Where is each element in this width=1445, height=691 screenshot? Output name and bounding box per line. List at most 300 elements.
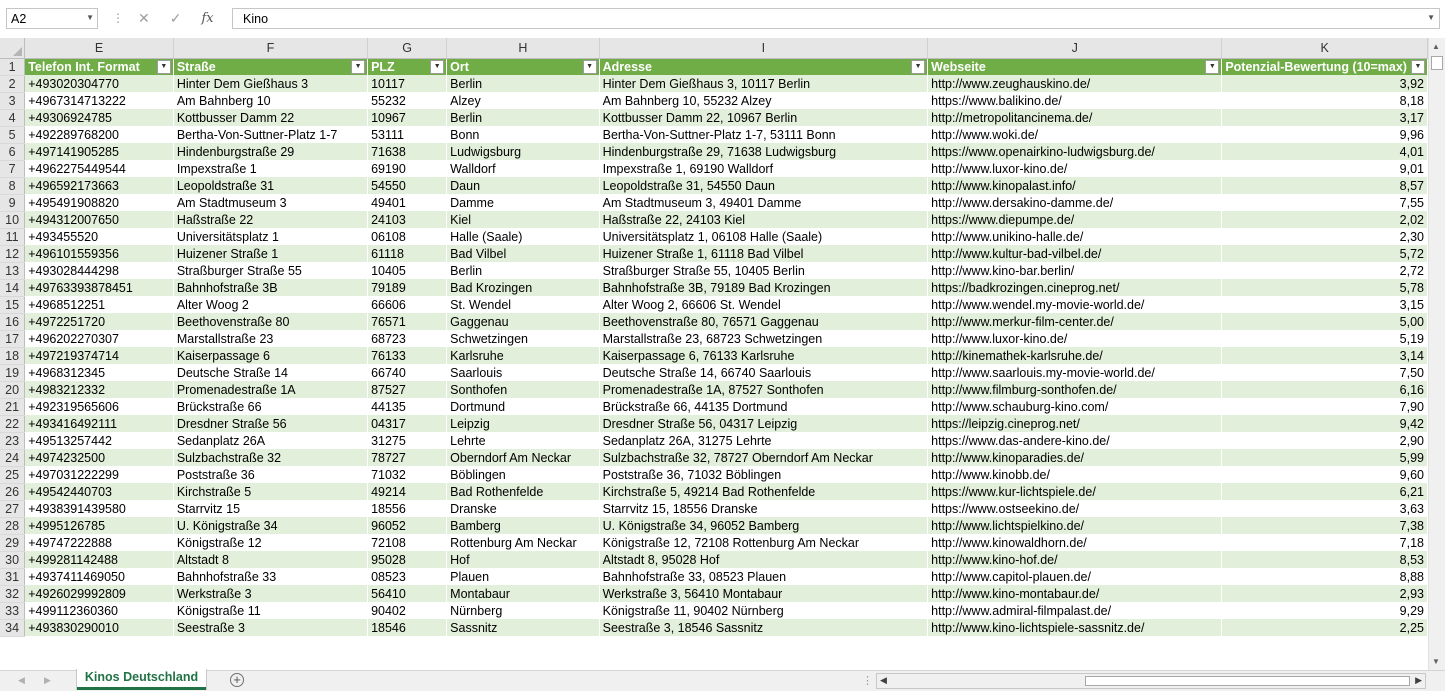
cell-ort[interactable]: Ludwigsburg — [447, 143, 599, 160]
cell-bewertung[interactable]: 3,63 — [1222, 500, 1428, 517]
cell-telefon[interactable]: +496101559356 — [25, 245, 174, 262]
cell-bewertung[interactable]: 2,30 — [1222, 228, 1428, 245]
header-cell-strasse[interactable] — [173, 58, 367, 75]
cell-adresse[interactable]: Straßburger Straße 55, 10405 Berlin — [599, 262, 928, 279]
row-header[interactable]: 10 — [0, 211, 25, 228]
cell-ort[interactable]: Bad Rothenfelde — [447, 483, 599, 500]
row-header[interactable]: 12 — [0, 245, 25, 262]
cell-adresse[interactable]: Seestraße 3, 18546 Sassnitz — [599, 619, 928, 636]
cell-bewertung[interactable]: 2,25 — [1222, 619, 1428, 636]
cell-ort[interactable]: Böblingen — [447, 466, 599, 483]
cell-ort[interactable]: Halle (Saale) — [447, 228, 599, 245]
cell-adresse[interactable]: Haßstraße 22, 24103 Kiel — [599, 211, 928, 228]
chevron-down-icon[interactable]: ▼ — [86, 13, 94, 22]
cell-adresse[interactable]: Am Stadtmuseum 3, 49401 Damme — [599, 194, 928, 211]
cell-plz[interactable]: 68723 — [368, 330, 447, 347]
filter-dropdown-icon[interactable]: ▼ — [1205, 60, 1219, 74]
add-sheet-icon[interactable]: + — [230, 673, 244, 687]
cell-bewertung[interactable]: 9,29 — [1222, 602, 1428, 619]
cell-ort[interactable]: Alzey — [447, 92, 599, 109]
row-header[interactable]: 30 — [0, 551, 25, 568]
cell-webseite[interactable]: http://www.capitol-plauen.de/ — [928, 568, 1222, 585]
cell-ort[interactable]: Berlin — [447, 262, 599, 279]
cell-webseite[interactable]: https://www.openairkino-ludwigsburg.de/ — [928, 143, 1222, 160]
cell-plz[interactable]: 69190 — [368, 160, 447, 177]
cell-plz[interactable]: 87527 — [368, 381, 447, 398]
cell-adresse[interactable]: Kirchstraße 5, 49214 Bad Rothenfelde — [599, 483, 928, 500]
row-header[interactable]: 2 — [0, 75, 25, 92]
row-header[interactable]: 1 — [0, 58, 25, 75]
column-header-K[interactable]: K — [1222, 38, 1428, 58]
header-cell-telefon[interactable] — [25, 58, 174, 75]
cell-bewertung[interactable]: 2,90 — [1222, 432, 1428, 449]
cell-strasse[interactable]: Huizener Straße 1 — [173, 245, 367, 262]
cell-plz[interactable]: 76133 — [368, 347, 447, 364]
next-sheet-icon[interactable]: ▶ — [44, 675, 51, 685]
cell-bewertung[interactable]: 8,53 — [1222, 551, 1428, 568]
cell-plz[interactable]: 79189 — [368, 279, 447, 296]
cell-ort[interactable]: Damme — [447, 194, 599, 211]
row-header[interactable]: 15 — [0, 296, 25, 313]
cell-bewertung[interactable]: 7,38 — [1222, 517, 1428, 534]
cell-telefon[interactable]: +497141905285 — [25, 143, 174, 160]
cell-strasse[interactable]: U. Königstraße 34 — [173, 517, 367, 534]
row-header[interactable]: 20 — [0, 381, 25, 398]
cell-ort[interactable]: Hof — [447, 551, 599, 568]
cell-webseite[interactable]: http://www.kino-lichtspiele-sassnitz.de/ — [928, 619, 1222, 636]
cell-plz[interactable]: 71032 — [368, 466, 447, 483]
cell-strasse[interactable]: Universitätsplatz 1 — [173, 228, 367, 245]
cell-bewertung[interactable]: 5,00 — [1222, 313, 1428, 330]
cell-plz[interactable]: 71638 — [368, 143, 447, 160]
cell-plz[interactable]: 10967 — [368, 109, 447, 126]
cell-strasse[interactable]: Straßburger Straße 55 — [173, 262, 367, 279]
cell-plz[interactable]: 44135 — [368, 398, 447, 415]
cell-adresse[interactable]: Marstallstraße 23, 68723 Schwetzingen — [599, 330, 928, 347]
cell-plz[interactable]: 61118 — [368, 245, 447, 262]
cell-strasse[interactable]: Bertha-Von-Suttner-Platz 1-7 — [173, 126, 367, 143]
cell-plz[interactable]: 56410 — [368, 585, 447, 602]
cell-plz[interactable]: 18556 — [368, 500, 447, 517]
cell-webseite[interactable]: http://www.kinowaldhorn.de/ — [928, 534, 1222, 551]
cell-adresse[interactable]: U. Königstraße 34, 96052 Bamberg — [599, 517, 928, 534]
cell-bewertung[interactable]: 9,60 — [1222, 466, 1428, 483]
cell-bewertung[interactable]: 9,42 — [1222, 415, 1428, 432]
cell-bewertung[interactable]: 8,88 — [1222, 568, 1428, 585]
vertical-scrollbar[interactable] — [1428, 38, 1445, 670]
cell-plz[interactable]: 04317 — [368, 415, 447, 432]
cell-telefon[interactable]: +496202270307 — [25, 330, 174, 347]
column-header-J[interactable]: J — [928, 38, 1222, 58]
cell-strasse[interactable]: Alter Woog 2 — [173, 296, 367, 313]
cell-ort[interactable]: Plauen — [447, 568, 599, 585]
cell-plz[interactable]: 10405 — [368, 262, 447, 279]
enter-icon[interactable]: ✓ — [169, 10, 182, 26]
row-header[interactable]: 27 — [0, 500, 25, 517]
header-cell-adresse[interactable] — [599, 58, 928, 75]
cell-bewertung[interactable]: 9,96 — [1222, 126, 1428, 143]
cell-strasse[interactable]: Promenadestraße 1A — [173, 381, 367, 398]
cell-bewertung[interactable]: 7,18 — [1222, 534, 1428, 551]
cell-adresse[interactable]: Kaiserpassage 6, 76133 Karlsruhe — [599, 347, 928, 364]
cell-adresse[interactable]: Dresdner Straße 56, 04317 Leipzig — [599, 415, 928, 432]
cell-adresse[interactable]: Hinter Dem Gießhaus 3, 10117 Berlin — [599, 75, 928, 92]
cell-adresse[interactable]: Bahnhofstraße 33, 08523 Plauen — [599, 568, 928, 585]
grip-icon[interactable]: ⋮ — [112, 11, 125, 25]
row-header[interactable]: 23 — [0, 432, 25, 449]
cell-adresse[interactable]: Bertha-Von-Suttner-Platz 1-7, 53111 Bonn — [599, 126, 928, 143]
cell-adresse[interactable]: Poststraße 36, 71032 Böblingen — [599, 466, 928, 483]
cell-strasse[interactable]: Werkstraße 3 — [173, 585, 367, 602]
cell-telefon[interactable]: +49513257442 — [25, 432, 174, 449]
cell-plz[interactable]: 96052 — [368, 517, 447, 534]
cell-bewertung[interactable]: 6,21 — [1222, 483, 1428, 500]
cell-bewertung[interactable]: 5,99 — [1222, 449, 1428, 466]
cell-adresse[interactable]: Universitätsplatz 1, 06108 Halle (Saale) — [599, 228, 928, 245]
horizontal-scrollbar[interactable] — [876, 673, 1426, 689]
cell-telefon[interactable]: +49542440703 — [25, 483, 174, 500]
cell-strasse[interactable]: Am Bahnberg 10 — [173, 92, 367, 109]
cell-plz[interactable]: 72108 — [368, 534, 447, 551]
row-header[interactable]: 17 — [0, 330, 25, 347]
cell-strasse[interactable]: Leopoldstraße 31 — [173, 177, 367, 194]
cell-ort[interactable]: Gaggenau — [447, 313, 599, 330]
cell-adresse[interactable]: Promenadestraße 1A, 87527 Sonthofen — [599, 381, 928, 398]
row-header[interactable]: 28 — [0, 517, 25, 534]
cell-telefon[interactable]: +496592173663 — [25, 177, 174, 194]
cell-plz[interactable]: 66740 — [368, 364, 447, 381]
row-header[interactable]: 7 — [0, 160, 25, 177]
cell-webseite[interactable]: http://www.filmburg-sonthofen.de/ — [928, 381, 1222, 398]
cell-telefon[interactable]: +497031222299 — [25, 466, 174, 483]
scroll-up-icon[interactable]: ▲ — [1432, 42, 1440, 51]
filter-dropdown-icon[interactable]: ▼ — [1411, 60, 1425, 74]
cell-ort[interactable]: Bamberg — [447, 517, 599, 534]
cell-strasse[interactable]: Kottbusser Damm 22 — [173, 109, 367, 126]
cell-plz[interactable]: 54550 — [368, 177, 447, 194]
cell-webseite[interactable]: http://www.merkur-film-center.de/ — [928, 313, 1222, 330]
cell-telefon[interactable]: +493416492111 — [25, 415, 174, 432]
cell-bewertung[interactable]: 2,72 — [1222, 262, 1428, 279]
cell-telefon[interactable]: +499112360360 — [25, 602, 174, 619]
cell-bewertung[interactable]: 5,78 — [1222, 279, 1428, 296]
cell-bewertung[interactable]: 4,01 — [1222, 143, 1428, 160]
filter-dropdown-icon[interactable]: ▼ — [351, 60, 365, 74]
cell-bewertung[interactable]: 7,50 — [1222, 364, 1428, 381]
cell-telefon[interactable]: +493455520 — [25, 228, 174, 245]
cell-strasse[interactable]: Sulzbachstraße 32 — [173, 449, 367, 466]
cell-strasse[interactable]: Sedanplatz 26A — [173, 432, 367, 449]
cancel-icon[interactable]: ✕ — [138, 10, 150, 26]
cell-telefon[interactable]: +494312007650 — [25, 211, 174, 228]
cell-telefon[interactable]: +495491908820 — [25, 194, 174, 211]
cell-adresse[interactable]: Starrvitz 15, 18556 Dranske — [599, 500, 928, 517]
cell-ort[interactable]: Rottenburg Am Neckar — [447, 534, 599, 551]
cell-bewertung[interactable]: 3,14 — [1222, 347, 1428, 364]
header-cell-ort[interactable] — [447, 58, 599, 75]
column-header-F[interactable]: F — [173, 38, 367, 58]
cell-bewertung[interactable]: 3,17 — [1222, 109, 1428, 126]
cell-bewertung[interactable]: 3,15 — [1222, 296, 1428, 313]
cell-adresse[interactable]: Sedanplatz 26A, 31275 Lehrte — [599, 432, 928, 449]
cell-ort[interactable]: Karlsruhe — [447, 347, 599, 364]
cell-adresse[interactable]: Am Bahnberg 10, 55232 Alzey — [599, 92, 928, 109]
cell-strasse[interactable]: Am Stadtmuseum 3 — [173, 194, 367, 211]
cell-webseite[interactable]: http://www.schauburg-kino.com/ — [928, 398, 1222, 415]
cell-telefon[interactable]: +492319565606 — [25, 398, 174, 415]
cell-webseite[interactable]: http://www.unikino-halle.de/ — [928, 228, 1222, 245]
row-header[interactable]: 16 — [0, 313, 25, 330]
cell-telefon[interactable]: +4974232500 — [25, 449, 174, 466]
cell-bewertung[interactable]: 5,72 — [1222, 245, 1428, 262]
cell-plz[interactable]: 55232 — [368, 92, 447, 109]
cell-strasse[interactable]: Poststraße 36 — [173, 466, 367, 483]
cell-plz[interactable]: 66606 — [368, 296, 447, 313]
header-cell-plz[interactable] — [368, 58, 447, 75]
cell-strasse[interactable]: Kirchstraße 5 — [173, 483, 367, 500]
formula-input[interactable] — [232, 8, 1440, 29]
cell-webseite[interactable]: https://www.ostseekino.de/ — [928, 500, 1222, 517]
cell-strasse[interactable]: Beethovenstraße 80 — [173, 313, 367, 330]
cell-adresse[interactable]: Bahnhofstraße 3B, 79189 Bad Krozingen — [599, 279, 928, 296]
cell-adresse[interactable]: Deutsche Straße 14, 66740 Saarlouis — [599, 364, 928, 381]
cell-webseite[interactable]: http://www.lichtspielkino.de/ — [928, 517, 1222, 534]
filter-dropdown-icon[interactable]: ▼ — [430, 60, 444, 74]
cell-webseite[interactable]: https://badkrozingen.cineprog.net/ — [928, 279, 1222, 296]
cell-bewertung[interactable]: 3,92 — [1222, 75, 1428, 92]
cell-ort[interactable]: Berlin — [447, 75, 599, 92]
cell-adresse[interactable]: Leopoldstraße 31, 54550 Daun — [599, 177, 928, 194]
row-header[interactable]: 18 — [0, 347, 25, 364]
cell-plz[interactable]: 18546 — [368, 619, 447, 636]
row-header[interactable]: 13 — [0, 262, 25, 279]
cell-webseite[interactable]: https://www.diepumpe.de/ — [928, 211, 1222, 228]
row-header[interactable]: 33 — [0, 602, 25, 619]
row-header[interactable]: 31 — [0, 568, 25, 585]
row-header[interactable]: 19 — [0, 364, 25, 381]
column-header-I[interactable]: I — [599, 38, 928, 58]
cell-strasse[interactable]: Deutsche Straße 14 — [173, 364, 367, 381]
cell-plz[interactable]: 06108 — [368, 228, 447, 245]
cell-strasse[interactable]: Hindenburgstraße 29 — [173, 143, 367, 160]
cell-webseite[interactable]: https://www.kur-lichtspiele.de/ — [928, 483, 1222, 500]
cell-strasse[interactable]: Brückstraße 66 — [173, 398, 367, 415]
cell-plz[interactable]: 10117 — [368, 75, 447, 92]
cell-strasse[interactable]: Seestraße 3 — [173, 619, 367, 636]
horizontal-scroll-thumb[interactable] — [1085, 676, 1410, 686]
cell-telefon[interactable]: +4968312345 — [25, 364, 174, 381]
cell-webseite[interactable]: http://www.woki.de/ — [928, 126, 1222, 143]
row-header[interactable]: 11 — [0, 228, 25, 245]
cell-webseite[interactable]: http://www.admiral-filmpalast.de/ — [928, 602, 1222, 619]
cell-strasse[interactable]: Altstadt 8 — [173, 551, 367, 568]
cell-webseite[interactable]: http://www.zeughauskino.de/ — [928, 75, 1222, 92]
scroll-right-icon[interactable]: ▶ — [1415, 675, 1422, 685]
row-header[interactable]: 4 — [0, 109, 25, 126]
cell-strasse[interactable]: Hinter Dem Gießhaus 3 — [173, 75, 367, 92]
cell-adresse[interactable]: Sulzbachstraße 32, 78727 Oberndorf Am Neckar — [599, 449, 928, 466]
cell-strasse[interactable]: Königstraße 12 — [173, 534, 367, 551]
cell-plz[interactable]: 31275 — [368, 432, 447, 449]
scroll-down-icon[interactable]: ▼ — [1432, 657, 1440, 666]
cell-webseite[interactable]: http://www.saarlouis.my-movie-world.de/ — [928, 364, 1222, 381]
cell-telefon[interactable]: +49306924785 — [25, 109, 174, 126]
cell-telefon[interactable]: +49747222888 — [25, 534, 174, 551]
cell-webseite[interactable]: http://www.luxor-kino.de/ — [928, 160, 1222, 177]
cell-webseite[interactable]: https://www.balikino.de/ — [928, 92, 1222, 109]
cell-strasse[interactable]: Starrvitz 15 — [173, 500, 367, 517]
cell-telefon[interactable]: +4968512251 — [25, 296, 174, 313]
cell-webseite[interactable]: http://www.dersakino-damme.de/ — [928, 194, 1222, 211]
row-header[interactable]: 8 — [0, 177, 25, 194]
cell-webseite[interactable]: https://leipzig.cineprog.net/ — [928, 415, 1222, 432]
cell-ort[interactable]: Berlin — [447, 109, 599, 126]
previous-sheet-icon[interactable]: ◀ — [18, 675, 25, 685]
cell-webseite[interactable]: http://www.kinoparadies.de/ — [928, 449, 1222, 466]
cell-bewertung[interactable]: 9,01 — [1222, 160, 1428, 177]
cell-ort[interactable]: Nürnberg — [447, 602, 599, 619]
cell-strasse[interactable]: Bahnhofstraße 33 — [173, 568, 367, 585]
cell-ort[interactable]: Schwetzingen — [447, 330, 599, 347]
cell-ort[interactable]: Walldorf — [447, 160, 599, 177]
cell-telefon[interactable]: +493830290010 — [25, 619, 174, 636]
cell-ort[interactable]: Leipzig — [447, 415, 599, 432]
cell-webseite[interactable]: http://www.kinopalast.info/ — [928, 177, 1222, 194]
cell-adresse[interactable]: Königstraße 12, 72108 Rottenburg Am Neckar — [599, 534, 928, 551]
cell-webseite[interactable]: https://www.das-andere-kino.de/ — [928, 432, 1222, 449]
cell-ort[interactable]: Kiel — [447, 211, 599, 228]
cell-adresse[interactable]: Kottbusser Damm 22, 10967 Berlin — [599, 109, 928, 126]
cell-strasse[interactable]: Königstraße 11 — [173, 602, 367, 619]
cell-strasse[interactable]: Kaiserpassage 6 — [173, 347, 367, 364]
column-header-E[interactable]: E — [25, 38, 174, 58]
cell-telefon[interactable]: +4983212332 — [25, 381, 174, 398]
cell-plz[interactable]: 95028 — [368, 551, 447, 568]
row-header[interactable]: 5 — [0, 126, 25, 143]
filter-dropdown-icon[interactable]: ▼ — [911, 60, 925, 74]
cell-strasse[interactable]: Haßstraße 22 — [173, 211, 367, 228]
cell-ort[interactable]: Saarlouis — [447, 364, 599, 381]
header-cell-webseite[interactable] — [928, 58, 1222, 75]
cell-ort[interactable]: Bonn — [447, 126, 599, 143]
row-header[interactable]: 9 — [0, 194, 25, 211]
row-header[interactable]: 3 — [0, 92, 25, 109]
cell-adresse[interactable]: Huizener Straße 1, 61118 Bad Vilbel — [599, 245, 928, 262]
cell-strasse[interactable]: Marstallstraße 23 — [173, 330, 367, 347]
tab-split-handle[interactable]: ⋮ — [862, 675, 873, 687]
row-header[interactable]: 32 — [0, 585, 25, 602]
cell-telefon[interactable]: +4967314713222 — [25, 92, 174, 109]
row-header[interactable]: 25 — [0, 466, 25, 483]
cell-strasse[interactable]: Bahnhofstraße 3B — [173, 279, 367, 296]
cell-telefon[interactable]: +4972251720 — [25, 313, 174, 330]
row-header[interactable]: 22 — [0, 415, 25, 432]
cell-adresse[interactable]: Brückstraße 66, 44135 Dortmund — [599, 398, 928, 415]
cell-webseite[interactable]: http://www.kino-bar.berlin/ — [928, 262, 1222, 279]
scroll-left-icon[interactable]: ◀ — [880, 675, 887, 685]
cell-bewertung[interactable]: 5,19 — [1222, 330, 1428, 347]
cell-telefon[interactable]: +497219374714 — [25, 347, 174, 364]
name-box[interactable] — [6, 8, 98, 29]
row-header[interactable]: 34 — [0, 619, 25, 636]
cell-adresse[interactable]: Werkstraße 3, 56410 Montabaur — [599, 585, 928, 602]
row-header[interactable]: 26 — [0, 483, 25, 500]
cell-ort[interactable]: Bad Krozingen — [447, 279, 599, 296]
cell-telefon[interactable]: +4995126785 — [25, 517, 174, 534]
cell-plz[interactable]: 49214 — [368, 483, 447, 500]
cell-ort[interactable]: Lehrte — [447, 432, 599, 449]
cell-webseite[interactable]: http://metropolitancinema.de/ — [928, 109, 1222, 126]
cell-adresse[interactable]: Hindenburgstraße 29, 71638 Ludwigsburg — [599, 143, 928, 160]
row-header[interactable]: 24 — [0, 449, 25, 466]
cell-telefon[interactable]: +49763393878451 — [25, 279, 174, 296]
cell-ort[interactable]: Montabaur — [447, 585, 599, 602]
cell-ort[interactable]: Oberndorf Am Neckar — [447, 449, 599, 466]
cell-plz[interactable]: 24103 — [368, 211, 447, 228]
cell-ort[interactable]: Sonthofen — [447, 381, 599, 398]
row-header[interactable]: 21 — [0, 398, 25, 415]
row-header[interactable]: 6 — [0, 143, 25, 160]
cell-bewertung[interactable]: 7,90 — [1222, 398, 1428, 415]
cell-bewertung[interactable]: 8,57 — [1222, 177, 1428, 194]
cell-webseite[interactable]: http://kinemathek-karlsruhe.de/ — [928, 347, 1222, 364]
header-cell-bewertung[interactable] — [1222, 58, 1428, 75]
cell-webseite[interactable]: http://www.kino-hof.de/ — [928, 551, 1222, 568]
cell-bewertung[interactable]: 8,18 — [1222, 92, 1428, 109]
row-header[interactable]: 14 — [0, 279, 25, 296]
cell-telefon[interactable]: +4937411469050 — [25, 568, 174, 585]
expand-formula-icon[interactable]: ▼ — [1427, 13, 1435, 22]
column-header-H[interactable]: H — [447, 38, 599, 58]
cell-plz[interactable]: 49401 — [368, 194, 447, 211]
cell-ort[interactable]: Daun — [447, 177, 599, 194]
vertical-scroll-thumb[interactable] — [1431, 56, 1443, 70]
cell-webseite[interactable]: http://www.kultur-bad-vilbel.de/ — [928, 245, 1222, 262]
cell-adresse[interactable]: Königstraße 11, 90402 Nürnberg — [599, 602, 928, 619]
cell-webseite[interactable]: http://www.kino-montabaur.de/ — [928, 585, 1222, 602]
cell-bewertung[interactable]: 6,16 — [1222, 381, 1428, 398]
cell-strasse[interactable]: Impexstraße 1 — [173, 160, 367, 177]
cell-ort[interactable]: Dranske — [447, 500, 599, 517]
cell-telefon[interactable]: +492289768200 — [25, 126, 174, 143]
cell-plz[interactable]: 90402 — [368, 602, 447, 619]
cell-telefon[interactable]: +499281142488 — [25, 551, 174, 568]
cell-telefon[interactable]: +4938391439580 — [25, 500, 174, 517]
cell-telefon[interactable]: +493020304770 — [25, 75, 174, 92]
cell-adresse[interactable]: Beethovenstraße 80, 76571 Gaggenau — [599, 313, 928, 330]
cell-bewertung[interactable]: 7,55 — [1222, 194, 1428, 211]
cell-adresse[interactable]: Alter Woog 2, 66606 St. Wendel — [599, 296, 928, 313]
row-header[interactable]: 29 — [0, 534, 25, 551]
cell-plz[interactable]: 76571 — [368, 313, 447, 330]
cell-telefon[interactable]: +4926029992809 — [25, 585, 174, 602]
cell-webseite[interactable]: http://www.kinobb.de/ — [928, 466, 1222, 483]
cell-plz[interactable]: 78727 — [368, 449, 447, 466]
filter-dropdown-icon[interactable]: ▼ — [583, 60, 597, 74]
cell-plz[interactable]: 53111 — [368, 126, 447, 143]
filter-dropdown-icon[interactable]: ▼ — [157, 60, 171, 74]
cell-telefon[interactable]: +493028444298 — [25, 262, 174, 279]
sheet-tab-kinos-deutschland[interactable]: Kinos Deutschland — [77, 669, 206, 690]
cell-ort[interactable]: St. Wendel — [447, 296, 599, 313]
cell-telefon[interactable]: +4962275449544 — [25, 160, 174, 177]
function-icon[interactable]: fx — [201, 11, 214, 26]
select-all-corner[interactable] — [0, 38, 25, 58]
cell-strasse[interactable]: Dresdner Straße 56 — [173, 415, 367, 432]
cell-adresse[interactable]: Impexstraße 1, 69190 Walldorf — [599, 160, 928, 177]
cell-ort[interactable]: Bad Vilbel — [447, 245, 599, 262]
cell-webseite[interactable]: http://www.wendel.my-movie-world.de/ — [928, 296, 1222, 313]
